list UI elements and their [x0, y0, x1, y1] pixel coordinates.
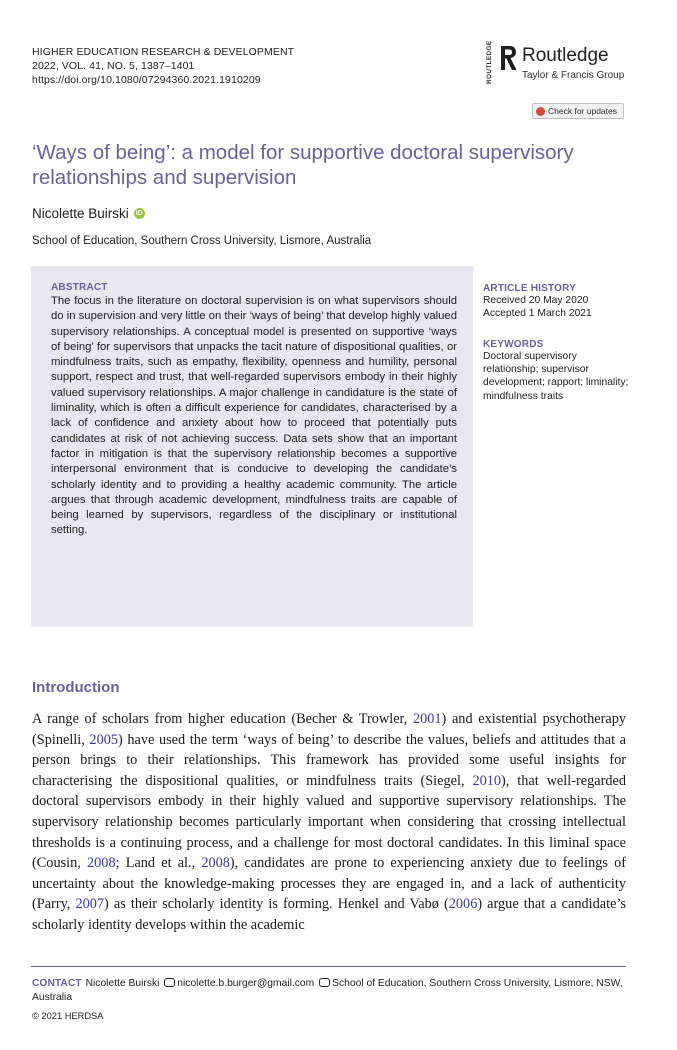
- contact-email[interactable]: nicolette.b.burger@gmail.com: [177, 978, 315, 989]
- intro-text: ), that well-regarded doctoral supervisors embody in their highly valued and supportive supervisory relationships. The supervisory relationship becomes particularly important when considering that crossing intellectual thresholds is a continuing process, and a challenge for most doctoral candidates. In this liminal space (Cousin,: [32, 772, 626, 872]
- footer-rule: [31, 966, 626, 967]
- keywords-heading: KEYWORDS: [483, 339, 544, 350]
- intro-text: A range of scholars from higher education (Becher & Trowler,: [32, 711, 413, 727]
- publisher-name: Routledge: [522, 45, 609, 66]
- accepted-date: Accepted 1 March 2021: [483, 308, 592, 320]
- orcid-icon[interactable]: iD: [135, 210, 143, 217]
- publisher-subtitle: Taylor & Francis Group: [522, 70, 625, 81]
- copyright: © 2021 HERDSA: [32, 1011, 104, 1021]
- keywords-text: Doctoral supervisory relationship; supervisor development; rapport; liminality; mindfulness traits: [483, 351, 629, 402]
- publisher-vertical-text: ROUTLEDGE: [486, 40, 493, 84]
- abstract-text: The focus in the literature on doctoral supervision is on what supervisors should do in supervision and very little on their ‘ways of being’ that develop highly valued supervisory relationships. A conceptual model is presented on supportive ‘ways of being’ for supervisors that unpacks the tacit nature of dispositional qualities, or mindfulness traits, such as empathy, flexibility, openness and humility, personal support, respect and trust, that well-regarded supervisors embody in their highly valued supervisory relationships. A major challenge in candidature is the state of liminality, which is often a difficult experience for candidates, characterised by a lack of confidence and anxiety about how to proceed that potentially puts candidates at risk of not achieving success. Data sets show that an important factor in mitigation is that the supervisory relationship becomes a supportive interpersonal environment that is conducive to developing the candidate’s scholarly identity and to providing a healthy academic community. The article argues that through academic development, mindfulness traits are capable of being learned by supervisors, regardless of the disciplinary or institutional setting.: [51, 295, 457, 537]
- article-title: ‘Ways of being’: a model for supportive doctoral supervisory relationships and supervision: [32, 141, 574, 189]
- email-icon: [164, 978, 175, 987]
- crossmark-icon: [536, 107, 545, 116]
- intro-text: ) and existential psychotherapy (Spinelli,: [32, 711, 626, 748]
- intro-text: ; Land et al.,: [115, 855, 202, 872]
- check-for-updates-label: Check for updates: [548, 106, 617, 116]
- doi-link[interactable]: https://doi.org/10.1080/07294360.2021.1910209: [32, 74, 261, 86]
- journal-volume: 2022, VOL. 41, NO. 5, 1387–1401: [32, 60, 195, 72]
- keywords-block: [483, 339, 633, 403]
- intro-text: ), candidates are prone to experiencing anxiety due to feelings of uncertainty about the knowledge-making processes they are engaged in, and a lack of authenticity (Parry,: [32, 855, 626, 913]
- contact-address: School of Education, Southern Cross University, Lismore, NSW, Australia: [32, 978, 623, 1003]
- citation-link[interactable]: 2008: [87, 855, 116, 872]
- citation-link[interactable]: 2008: [201, 855, 230, 872]
- citation-link[interactable]: 2001: [412, 711, 442, 727]
- check-for-updates-button[interactable]: [532, 103, 624, 119]
- received-date: Received 20 May 2020: [483, 295, 589, 306]
- routledge-logo-icon: [499, 44, 519, 72]
- intro-text: ) as their scholarly identity is forming. Henkel and Vabø (: [104, 896, 449, 913]
- intro-text: ) have used the term ‘ways of being’ to describe the values, beliefs and attitudes that a person brings to their relationships. This framework has provided some useful insights for characterising the dispositional qualities, or mindfulness traits (Siegel,: [32, 731, 626, 789]
- journal-name: HIGHER EDUCATION RESEARCH & DEVELOPMENT: [32, 46, 295, 58]
- citation-link[interactable]: 2010: [472, 772, 502, 789]
- intro-text: ) argue that a candidate’s scholarly identity develops within the academic: [32, 896, 626, 933]
- article-history-heading: ARTICLE HISTORY: [483, 283, 577, 294]
- contact-name: Nicolette Buirski: [85, 978, 160, 989]
- introduction-heading: Introduction: [32, 679, 120, 696]
- author-name[interactable]: Nicolette Buirski: [32, 206, 129, 221]
- citation-link[interactable]: 2006: [448, 896, 478, 913]
- introduction-body: [32, 709, 626, 936]
- article-history: [483, 283, 633, 320]
- author-line: [32, 206, 145, 221]
- journal-header: [32, 45, 294, 87]
- citation-link[interactable]: 2007: [75, 896, 105, 913]
- contact-label: CONTACT: [32, 978, 82, 989]
- abstract-box: [31, 266, 473, 627]
- address-icon: [319, 978, 330, 987]
- citation-link[interactable]: 2005: [89, 731, 119, 748]
- affiliation: School of Education, Southern Cross University, Lismore, Australia: [32, 235, 372, 247]
- abstract-heading: ABSTRACT: [51, 282, 108, 293]
- contact-footnote: [32, 977, 632, 1005]
